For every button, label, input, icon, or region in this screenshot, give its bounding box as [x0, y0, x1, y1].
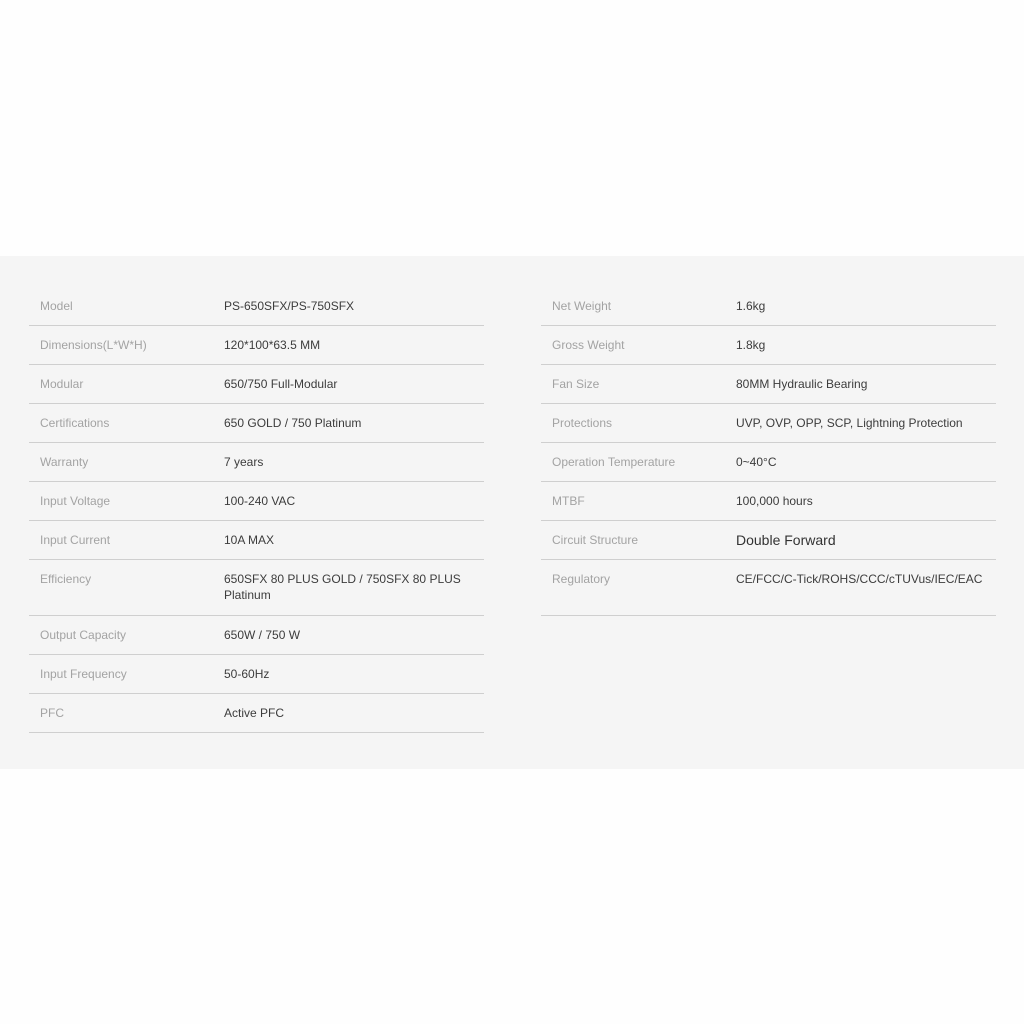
spec-row-net-weight: [541, 287, 996, 326]
spec-value: 120*100*63.5 MM: [224, 338, 321, 352]
spec-row-efficiency: [29, 560, 484, 616]
spec-value: 7 years: [224, 455, 264, 469]
spec-value: CE/FCC/C-Tick/ROHS/CCC/cTUVus/IEC/EAC: [736, 572, 983, 586]
spec-row-input-voltage: [29, 482, 484, 521]
spec-value: 80MM Hydraulic Bearing: [736, 377, 868, 391]
spec-value: PS-650SFX/PS-750SFX: [224, 299, 355, 313]
spec-value: 650SFX 80 PLUS GOLD / 750SFX 80 PLUS Platinum: [224, 572, 461, 602]
spec-label: Model: [40, 299, 73, 313]
spec-value: 650 GOLD / 750 Platinum: [224, 416, 362, 430]
spec-row-gross-weight: [541, 326, 996, 365]
spec-row-model: [29, 287, 484, 326]
spec-row-circuit-structure: [541, 521, 996, 560]
spec-value: Double Forward: [736, 532, 836, 548]
spec-label: Gross Weight: [552, 338, 625, 352]
spec-label: Modular: [40, 377, 84, 391]
spec-value: 10A MAX: [224, 533, 275, 547]
spec-row-dimensions: [29, 326, 484, 365]
spec-table-left: [29, 287, 484, 733]
spec-label: Net Weight: [552, 299, 612, 313]
spec-row-input-frequency: [29, 655, 484, 694]
spec-row-warranty: [29, 443, 484, 482]
spec-value: 1.6kg: [736, 299, 766, 313]
spec-label: Regulatory: [552, 572, 611, 586]
spec-value: 50-60Hz: [224, 667, 270, 681]
spec-table-right: [541, 287, 996, 616]
spec-label: Input Frequency: [40, 667, 127, 681]
spec-label: Certifications: [40, 416, 110, 430]
spec-label: Circuit Structure: [552, 533, 639, 547]
spec-label: Fan Size: [552, 377, 600, 391]
spec-row-operation-temperature: [541, 443, 996, 482]
spec-value: 650W / 750 W: [224, 628, 301, 642]
spec-row-regulatory: [541, 560, 996, 616]
spec-label: Warranty: [40, 455, 89, 469]
spec-label: Efficiency: [40, 572, 92, 586]
spec-value: 100,000 hours: [736, 494, 813, 508]
spec-label: Output Capacity: [40, 628, 127, 642]
spec-row-output-capacity: [29, 616, 484, 655]
spec-value: UVP, OVP, OPP, SCP, Lightning Protection: [736, 416, 963, 430]
spec-value: 650/750 Full-Modular: [224, 377, 338, 391]
spec-value: 0~40°C: [736, 455, 777, 469]
spec-value: 1.8kg: [736, 338, 766, 352]
spec-label: Protections: [552, 416, 613, 430]
spec-label: Dimensions(L*W*H): [40, 338, 147, 352]
spec-row-mtbf: [541, 482, 996, 521]
spec-row-pfc: [29, 694, 484, 733]
spec-label: Input Voltage: [40, 494, 111, 508]
spec-row-fan-size: [541, 365, 996, 404]
spec-label: Operation Temperature: [552, 455, 676, 469]
spec-value: Active PFC: [224, 706, 285, 720]
spec-label: MTBF: [552, 494, 585, 508]
spec-row-input-current: [29, 521, 484, 560]
spec-row-modular: [29, 365, 484, 404]
spec-row-protections: [541, 404, 996, 443]
spec-row-certifications: [29, 404, 484, 443]
spec-value: 100-240 VAC: [224, 494, 296, 508]
spec-label: PFC: [40, 706, 64, 720]
spec-label: Input Current: [40, 533, 111, 547]
